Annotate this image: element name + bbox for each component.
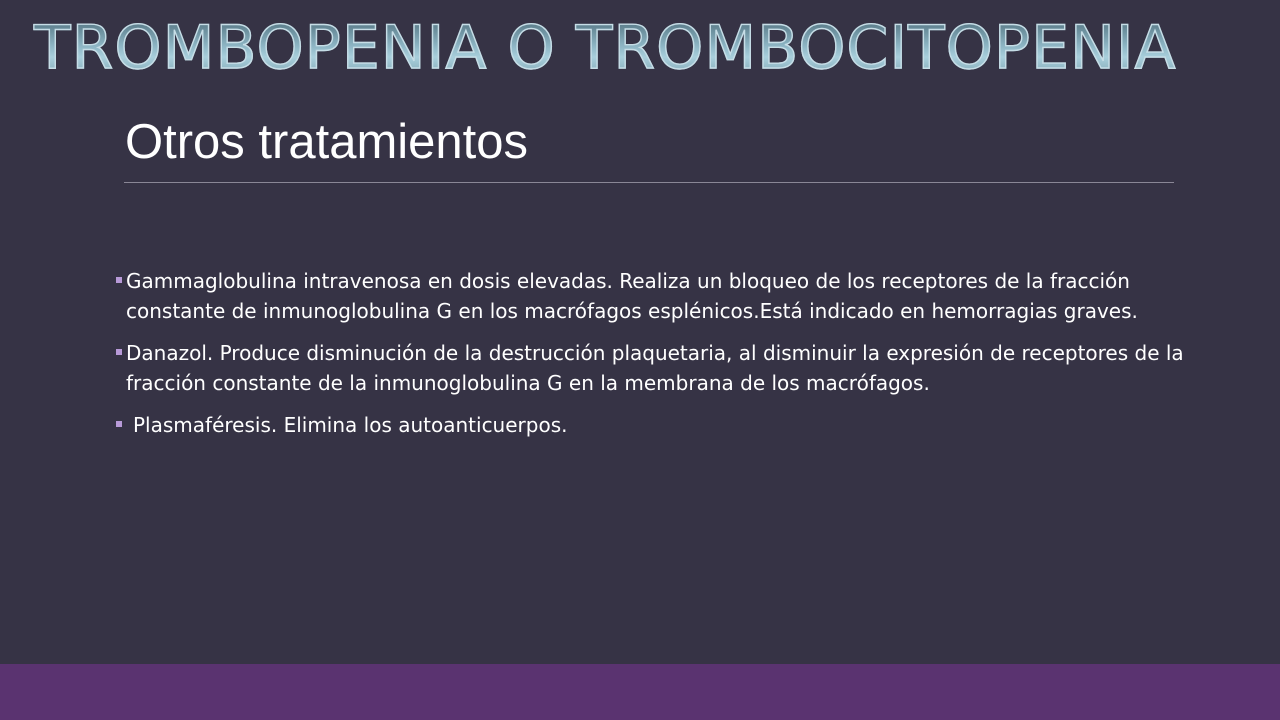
bullet-item-danazol xyxy=(116,338,1191,398)
bullet-text: Danazol. Produce disminución de la destrucción plaquetaria, al disminuir la expresión de receptores de la fracción constante de la inmunoglobulina G en la membrana de los macrófagos. xyxy=(126,341,1184,395)
bullet-text: Plasmaféresis. Elimina los autoanticuerpos. xyxy=(133,413,568,437)
square-bullet-icon xyxy=(116,421,122,427)
bullet-item-plasmaferesis xyxy=(116,410,1191,440)
slide-subtitle: Otros tratamientos xyxy=(125,115,529,169)
slide-title: TROMBOPENIA O TROMBOCITOPENIA xyxy=(34,10,1177,86)
bottom-bar xyxy=(0,664,1280,720)
title-divider xyxy=(124,182,1174,183)
bullet-list xyxy=(116,266,1191,440)
bullet-text: Gammaglobulina intravenosa en dosis elevadas. Realiza un bloqueo de los receptores de la fracción constante de inmunoglobulina G en los macrófagos esplénicos.Está indicado en hemorragias graves. xyxy=(126,269,1138,323)
square-bullet-icon xyxy=(116,277,122,283)
square-bullet-icon xyxy=(116,349,122,355)
bullet-item-gammaglobulina xyxy=(116,266,1191,326)
